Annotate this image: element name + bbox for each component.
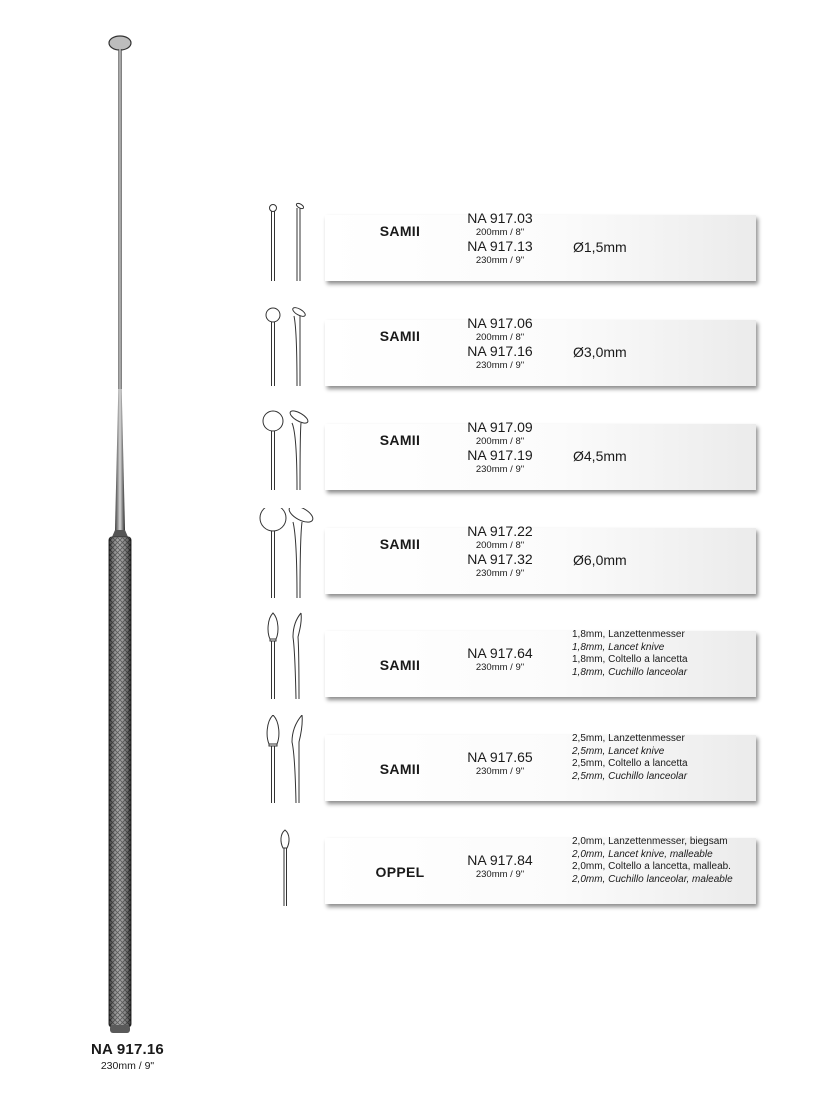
product-description (572, 836, 733, 886)
product-codes (445, 419, 555, 475)
product-code: NA 917.06 (467, 315, 533, 331)
product-code: NA 917.09 (467, 419, 533, 435)
description-line-en: 2,0mm, Lancet knive, malleable (572, 848, 713, 860)
diameter-label: Ø3,0mm (573, 344, 627, 360)
ball-tip-illustration (253, 300, 323, 410)
main-instrument-illustration (95, 25, 165, 1045)
product-row (245, 315, 765, 406)
product-size: 230mm / 9" (475, 662, 525, 673)
ball-tip-illustration (253, 195, 323, 305)
description-line-it: 2,0mm, Coltello a lancetta, malleab. (572, 861, 731, 873)
product-row (245, 631, 765, 717)
diameter-label: Ø4,5mm (573, 448, 627, 464)
brand-name: SAMII (379, 432, 421, 448)
product-size: 230mm / 9" (475, 360, 525, 371)
product-size: 230mm / 9" (475, 464, 525, 475)
product-row (245, 419, 765, 510)
lancet-tip-illustration (253, 715, 323, 825)
product-code: NA 917.03 (467, 210, 533, 226)
product-card (325, 523, 756, 594)
product-codes (445, 315, 555, 371)
description-line-en: 2,5mm, Lancet knive (572, 745, 665, 757)
product-size: 200mm / 8" (475, 436, 525, 447)
product-code: NA 917.22 (467, 523, 533, 539)
brand-name: SAMII (379, 223, 421, 239)
brand-name: OPPEL (375, 864, 425, 880)
brand-name: SAMII (379, 328, 421, 344)
description-line-de: 2,5mm, Lanzettenmesser (572, 733, 685, 744)
product-row (245, 210, 765, 301)
ball-tip-illustration (253, 404, 323, 514)
product-row (245, 735, 765, 821)
product-size: 230mm / 9" (475, 568, 525, 579)
product-codes (445, 645, 555, 673)
product-size: 200mm / 8" (475, 332, 525, 343)
lancet-tip-illustration (253, 611, 323, 721)
product-code: NA 917.19 (467, 447, 533, 463)
product-card (325, 315, 756, 386)
description-line-de: 2,0mm, Lanzettenmesser, biegsam (572, 836, 728, 847)
diameter-label: Ø1,5mm (573, 239, 627, 255)
product-codes (445, 523, 555, 579)
brand-name: SAMII (379, 657, 421, 673)
product-row (245, 838, 765, 924)
product-row (245, 523, 765, 614)
product-card (325, 419, 756, 490)
product-code: NA 917.13 (467, 238, 533, 254)
product-code: NA 917.64 (467, 645, 533, 661)
product-description (572, 629, 688, 679)
product-code: NA 917.32 (467, 551, 533, 567)
ball-tip-illustration (253, 508, 323, 618)
diameter-label: Ø6,0mm (573, 552, 627, 568)
product-code: NA 917.84 (467, 852, 533, 868)
product-size: 230mm / 9" (475, 255, 525, 266)
product-codes (445, 852, 555, 880)
product-codes (445, 210, 555, 266)
brand-name: SAMII (379, 536, 421, 552)
product-card (325, 631, 756, 697)
description-line-it: 1,8mm, Coltello a lancetta (572, 654, 688, 666)
product-code: NA 917.65 (467, 749, 533, 765)
main-instrument-caption (60, 1041, 195, 1072)
description-line-es: 2,0mm, Cuchillo lanceolar, maleable (572, 873, 733, 885)
brand-name: SAMII (379, 761, 421, 777)
product-card (325, 838, 756, 904)
product-description (572, 733, 688, 783)
description-line-it: 2,5mm, Coltello a lancetta (572, 758, 688, 770)
product-size: 200mm / 8" (475, 540, 525, 551)
product-card (325, 210, 756, 281)
product-code: NA 917.16 (467, 343, 533, 359)
product-codes (445, 749, 555, 777)
description-line-es: 1,8mm, Cuchillo lanceolar (572, 666, 688, 678)
product-size: 200mm / 8" (475, 227, 525, 238)
main-product-size: 230mm / 9" (100, 1060, 155, 1072)
description-line-de: 1,8mm, Lanzettenmesser (572, 629, 685, 640)
product-card (325, 735, 756, 801)
description-line-en: 1,8mm, Lancet knive (572, 641, 665, 653)
main-product-code: NA 917.16 (91, 1041, 164, 1058)
description-line-es: 2,5mm, Cuchillo lanceolar (572, 770, 688, 782)
product-size: 230mm / 9" (475, 869, 525, 880)
product-size: 230mm / 9" (475, 766, 525, 777)
lancet-tip-illustration (253, 818, 323, 928)
